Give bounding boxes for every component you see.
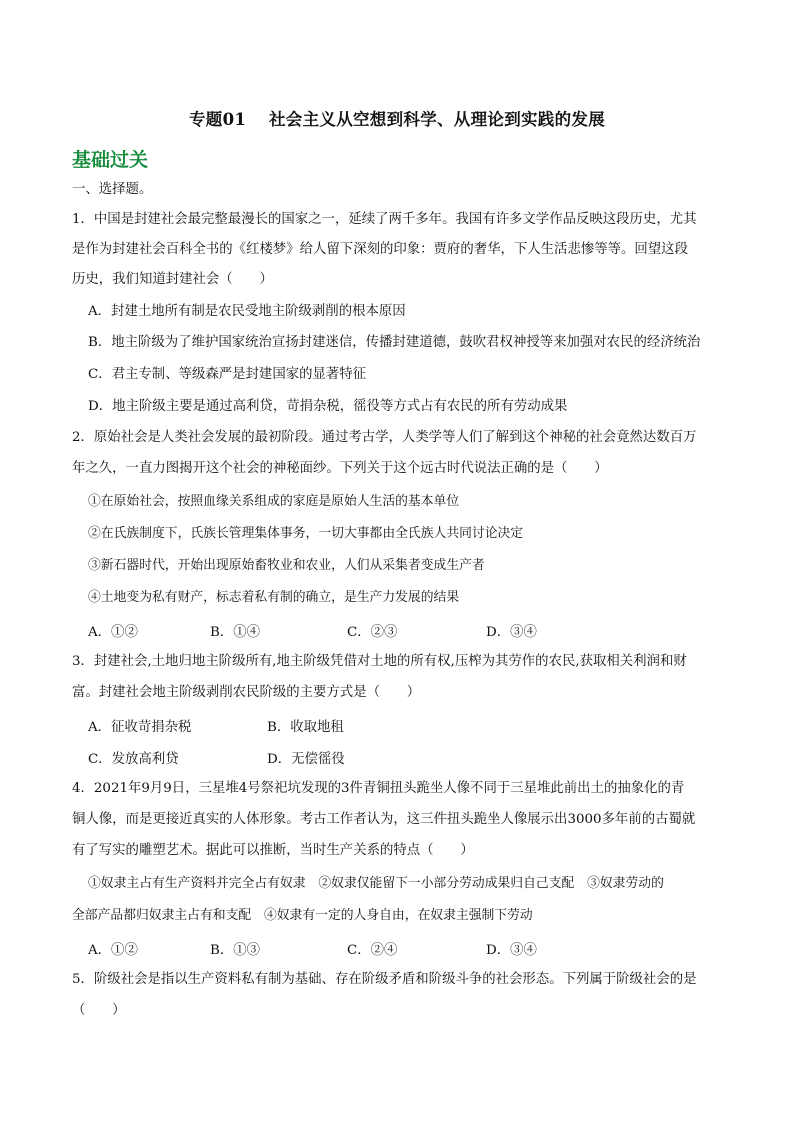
q2-statement-4: ④土地变为私有财产，标志着私有制的确立，是生产力发展的结果 bbox=[88, 590, 460, 605]
q1-line-1: 1．中国是封建社会最完整最漫长的国家之一，延续了两千多年。我国有许多文学作品反映这段历史，尤其 bbox=[72, 212, 697, 227]
q2-statement-3: ③新石器时代，开始出现原始畜牧业和农业，人们从采集者变成生产者 bbox=[88, 558, 485, 573]
q3-line-1: 3．封建社会,土地归地主阶级所有,地主阶级凭借对土地的所有权,压榨为其劳作的农民,获取相关利润和财 bbox=[72, 654, 687, 669]
q4-choice-d: D．③④ bbox=[486, 943, 537, 958]
q4-statement-1: ①奴隶主占有生产资料并完全占有奴隶 ②奴隶仅能留下一小部分劳动成果归自己支配 ③奴隶劳动的 bbox=[88, 876, 664, 891]
q1-option-c: C．君主专制、等级森严是封建国家的显著特征 bbox=[88, 367, 367, 382]
q3-choice-a: A．征收苛捐杂税 bbox=[88, 720, 192, 735]
part-label: 一、选择题。 bbox=[72, 182, 153, 197]
q4-line-1: 4．2021年9月9日，三星堆4号祭祀坑发现的3件青铜扭头跪坐人像不同于三星堆此前出土的抽象化的青 bbox=[72, 781, 685, 796]
page-title: 专题01 社会主义从空想到科学、从理论到实践的发展 bbox=[188, 110, 605, 129]
q4-choice-a: A．①② bbox=[88, 943, 138, 958]
q1-line-3: 历史，我们知道封建社会（ ） bbox=[72, 272, 273, 287]
q4-line-3: 有了写实的雕塑艺术。据此可以推断，当时生产关系的特点（ ） bbox=[72, 843, 474, 858]
q4-statement-2: 全部产品都归奴隶主占有和支配 ④奴隶有一定的人身自由，在奴隶主强制下劳动 bbox=[72, 908, 533, 923]
q1-line-2: 是作为封建社会百科全书的《红楼梦》给人留下深刻的印象：贾府的奢华，下人生活悲惨等等。回望这段 bbox=[72, 242, 688, 257]
q3-line-2: 富。封建社会地主阶级剥削农民阶级的主要方式是（ ） bbox=[72, 685, 421, 700]
q3-choice-b: B．收取地租 bbox=[267, 720, 344, 735]
section-heading: 基础过关 bbox=[72, 149, 149, 171]
q4-choice-b: B．①③ bbox=[210, 943, 261, 958]
q1-option-a: A．封建土地所有制是农民受地主阶级剥削的根本原因 bbox=[88, 304, 406, 319]
q3-choice-c: C．发放高利贷 bbox=[88, 752, 179, 767]
q5-line-2: （ ） bbox=[72, 1003, 126, 1018]
q2-statement-2: ②在氏族制度下，氏族长管理集体事务，一切大事都由全氏族人共同讨论决定 bbox=[88, 526, 524, 541]
q5-line-1: 5．阶级社会是指以生产资料私有制为基础、存在阶级矛盾和阶级斗争的社会形态。下列属于阶级社会的是 bbox=[72, 972, 697, 987]
q2-choice-a: A．①② bbox=[88, 625, 138, 640]
q2-line-1: 2．原始社会是人类社会发展的最初阶段。通过考古学，人类学等人们了解到这个神秘的社会竟然达数百万 bbox=[72, 430, 697, 445]
q3-choice-d: D．无偿徭役 bbox=[267, 752, 345, 767]
q2-statement-1: ①在原始社会，按照血缘关系组成的家庭是原始人生活的基本单位 bbox=[88, 494, 460, 509]
q2-choice-d: D．③④ bbox=[486, 625, 537, 640]
q1-option-d: D．地主阶级主要是通过高利贷，苛捐杂税，徭役等方式占有农民的所有劳动成果 bbox=[88, 399, 568, 414]
q1-option-b: B．地主阶级为了维护国家统治宣扬封建迷信，传播封建道德，鼓吹君权神授等来加强对农民的经济统治 bbox=[88, 335, 701, 350]
q2-line-2: 年之久，一直力图揭开这个社会的神秘面纱。下列关于这个远古时代说法正确的是（ ） bbox=[72, 461, 608, 476]
q4-choice-c: C．②④ bbox=[347, 943, 398, 958]
q4-line-2: 铜人像，而是更接近真实的人体形象。考古工作者认为，这三件扭头跪坐人像展示出3000多年前的古蜀就 bbox=[72, 812, 696, 827]
q2-choice-c: C．②③ bbox=[347, 625, 398, 640]
q2-choice-b: B．①④ bbox=[210, 625, 261, 640]
